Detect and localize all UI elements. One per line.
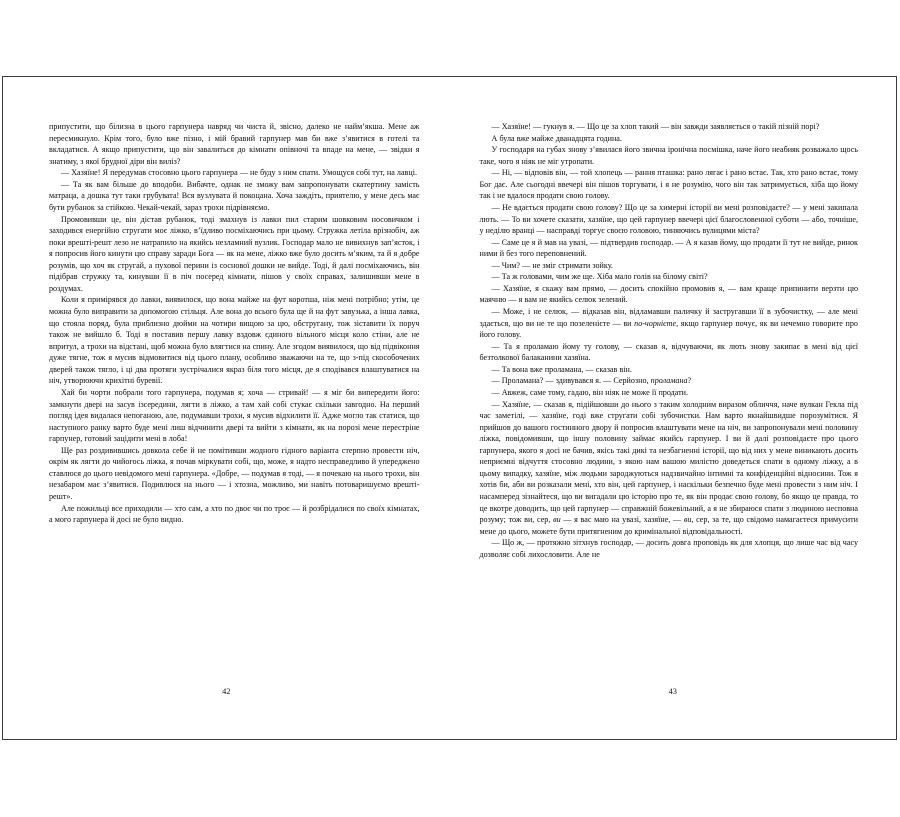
page-left — [3, 77, 450, 739]
paragraph: — Саме це я й мав на увазі, — підтвердив господар. — А я казав йому, що продати її тут не вийде, ринок ними й без того переповнений. — [479, 237, 858, 259]
paragraph: Хай би чорти побрали того гарпунера, подумав я; хоча — стривай! — я міг би випередити його: замкнути двері на засув ізсередини, лягти в ліжко, а там хай собі стукає скільки завгодно. На перший погляд ідея видалася непоганою, але, подумавши трохи, я мусив відхилити її. Адже могло так статися, що наступного ранку варто буде мені лиш відчинити двері та вийти з кімнати, як на порозі мене перестріне гарпунер, готовий зацідити мені в лоба! — [49, 387, 420, 444]
page-left-folio: 42 — [222, 687, 231, 696]
paragraph: — Хазяїне, — сказав я, підійшовши до нього з таким холодним виразом обличчя, наче вулкан Гекла під час заметілі, — хазяїне, годі вже стругати собі зубочистки. Нам варто якнайшвидше порозумітися. Я прийшов до вашого гостинного двору й попросив влаштувати мене на ніч, ви запропонували мені половину ліжка, повідомивши, що іншу половину займає якийсь гарпунер. І ви й далі розповідаєте про цього гарпунера, якого я досі не бачив, якісь такі дикі та незбагненні історії, що від них у мене виникають досить неприємні відчуття стосовно людини, з якою нам вашою милістю доведеться спати в одному ліжку, а в цьому випадку, хазяїне, між людьми зароджуються надзвичайно інтимні та конфіденційні відносини. Тож я хотів би, аби ви розказали мені, хто він, цей гарпунер, і наскільки безпечно буде мені провести з ним ніч. І насамперед зізнайтеся, що ви вигадали цю історію про те, як він продає свою голову, бо якщо це правда, то це вкотре доводить, що цей гарпунер — справжній божевільний, а я не збираюся спати з людиною несповна розуму; тож ви, сер, ви — я вас маю на увазі, хазяїне, — ви, сер, за те, що свідомо намагаєтеся примусити мене до цього, можете бути притягненим до кримінальної відповідальності. — [479, 399, 859, 536]
paragraph: Промовивши це, він дістав рубанок, тоді змахнув із лавки пил старим шовковим носовичком і заходився енергійно стругати моє ліжко, вʼїдливо посміхаючись при цьому. Стружка летіла врізнобіч, аж поки врешті-решт лезо не натрапило на якийсь незламний вузлик. Господар мало не вивихнув запʼясток, і я попросив його кинути цю справу заради Бога — як на мене, ліжко вже було досить мʼяким, та й я добре розумів, що хоч як стругай, а пухової перини із соснової дошки не вийде. Тоді, й далі посміхаючись, він підібрав стружку та, кинувши її в піч посеред кімнати, пішов у своїх справах, залишивши мене в роздумах. — [49, 214, 420, 293]
page-right-textblock — [480, 121, 859, 560]
page-right-folio: 43 — [668, 687, 677, 696]
paragraph: — Та я проламаю йому ту голову, — сказав я, відчуваючи, як лють знову закипає в мені від цієї безтолкової балаканини хазяїна. — [479, 341, 858, 363]
book-spread — [2, 76, 897, 740]
paragraph: Але пожильці все приходили — хто сам, а хто по двоє чи по троє — й розбрідалися по своїх кімнатах, а мого гарпунера й досі не було видно. — [49, 503, 420, 525]
paragraph: Ще раз роздивившись довкола себе й не помітивши жодного гідного варіанта стерпно провести ніч, окрім як лягти до чийогось ліжка, я почав міркувати собі, що, може, я надто несправедливо й упереджено ставлюся до цього невідомого мені гарпунера. «Добре, — подумав я тоді, — я почекаю на нього трохи, він незабаром має зʼявитися. Подивлюся на нього — і хтозна, можливо, ми навіть потоваришуємо врешті-решт». — [49, 445, 420, 501]
paragraph: — Та як вам більше до вподоби. Вибачте, однак не зможу вам запропонувати скатертину замість матраца, а дошка тут таки грубувата! Вся вузлувата й покоцана. Хоча заждіть, приятелю, у мене десь має бути рубанок за стійкою. Чекай-чекай, зараз трохи підрівняємо. — [49, 179, 420, 212]
paragraph: — Та ж головами, чим же ще. Хіба мало голів на білому світі? — [491, 272, 708, 282]
paragraph: — Хазяїне, я скажу вам прямо, — досить спокійно промовив я, — вам краще припинити верзти цю маячню — я вам не якийсь селюк зелений. — [479, 283, 858, 305]
paragraph: — Не вдається продати свою голову? Що це за химерні історії ви мені розповідаєте? — у мені закипала лють. — То ви хочете сказати, хазяїне, що цей гарпунер ввечері цієї благословенної суботи — або, точніше, у неділю вранці — насправді торгує своєю головою, тиняючись вулицями міста? — [479, 202, 858, 236]
paragraph: — Та вона вже проламана, — сказав він. — [491, 364, 632, 374]
paragraph: припустити, що білизна в цього гарпунера навряд чи чиста й, звісно, далеко не наймʼякша. Мене аж пересмикнуло. Крім того, було вже пізно, і мій бравий гарпунер мав би вже зʼявитися в готелі та вкладатися. А якщо припустити, що він завалиться до кімнати опівночі та впаде на мене, — звідки я знатиму, з якої брудної діри він виліз? — [49, 122, 420, 166]
page-right — [450, 77, 897, 739]
page-left-textblock — [49, 121, 420, 526]
paragraph: — Проламана? — здивувався я. — Серйозно, проламана? — [491, 376, 692, 386]
paragraph: А була вже майже дванадцята година. — [491, 133, 622, 143]
paragraph: У господаря на губах знову зʼявилася його звична іронічна посмішка, наче його неабияк розважало щось таке, чого я ніяк не міг утропати. — [479, 145, 858, 166]
paragraph: — Чим? — не зміг стримати зойку. — [491, 260, 613, 270]
paragraph: Коли я примірявся до лавки, виявилося, що вона майже на фут коротша, ніж мені потрібно; утім, це можна було виправити за допомогою стільця. Але вона до всього була ще й на фут завузька, а інша лавка, що стояла поряд, була приблизно дюйми на чотири вищою за цю, обструганy, тож зіставити їх поруч також не вийшло б. Тоді я поставив першу лавку вздовж єдиного вільного місця коло стіни, але не впритул, а трохи на відстані, щоб можна було влягтися на спину. Але згодом виявилося, що від підвіконня дуже тягне, тож я мусив відмовитися від цього плану, особливо зважаючи на те, що з-під скособочених дверей також тягло, і ці два протяги зустрічалися якраз біля того місця, де я сподівався влаштуватися на ніч, утворюючи крихітні буревії. — [49, 295, 420, 386]
paragraph: — Що ж, — протяжно зітхнув господар, — досить довга проповідь як для хлопця, що лише час від часу дозволяє собі лихословити. Але не — [479, 538, 858, 559]
paragraph: — Ні, — відповів він, — той хлопець — рання пташка: рано лягає і рано встає. Так, хто рано встає, тому Бог дає. Але сьогодні ввечері він пішов торгувати, і я не розумію, чого він так затримується, хіба що йому так і не вдалося продати свою голову. — [479, 168, 858, 201]
paragraph: — Авжеж, саме тому, гадаю, він ніяк не може її продати. — [491, 387, 689, 397]
paragraph: — Може, і не селюк, — відказав він, відламавши паличку й застругавши її в зубочистку, — але мені здається, що ви не те що позеленієте — ви по-чорнієте, якщо гарпунер почує, як ви нечемно говорите про його голову. — [479, 307, 858, 340]
paragraph: — Хазяїне! — гукнув я. — Що це за хлоп такий — він завжди заявляється о такій пізній порі? — [491, 122, 820, 131]
paragraph: — Хазяїне! Я передумав стосовно цього гарпунера — не буду з ним спати. Умощуся собі тут, на лавці. — [61, 168, 417, 178]
